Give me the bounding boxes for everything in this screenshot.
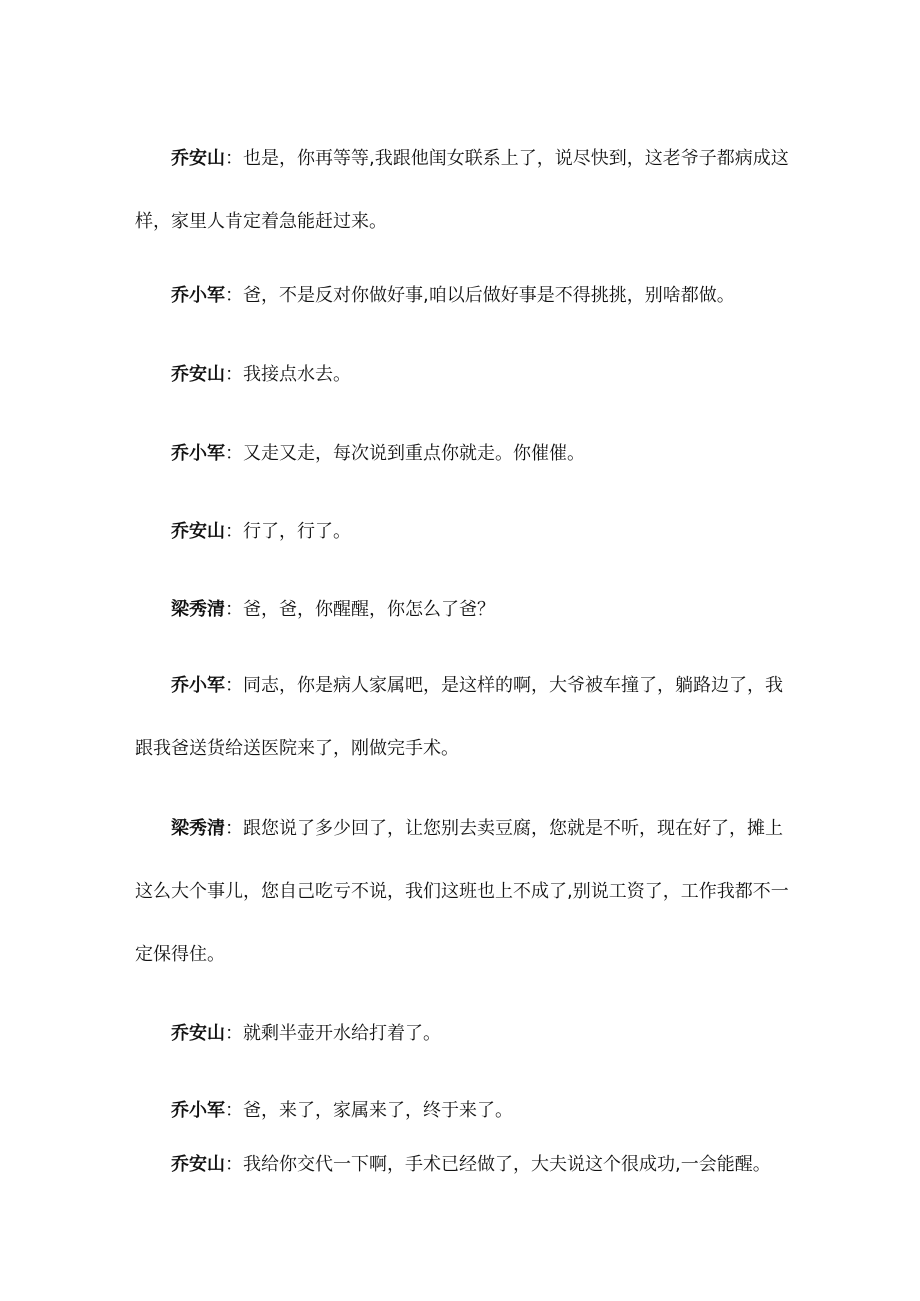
speaker-name: 乔安山 — [171, 521, 225, 542]
dialogue-line — [135, 1002, 795, 1065]
speaker-name: 梁秀清 — [171, 599, 225, 620]
speaker-name: 乔小军 — [171, 675, 225, 696]
dialogue-line — [135, 343, 795, 406]
speaker-name: 梁秀清 — [171, 818, 225, 839]
dialogue-line — [135, 264, 795, 327]
dialogue-text: ：同志，你是病人家属吧，是这样的啊，大爷被车撞了，躺路边了，我跟我爸送货给送医院来了，刚做完手术。 — [135, 675, 783, 759]
dialogue-text: ：爸，爸，你醒醒，你怎么了爸？ — [225, 599, 495, 620]
dialogue-line — [135, 127, 795, 253]
dialogue-text: ：行了，行了。 — [225, 521, 351, 542]
dialogue-text: ：我接点水去。 — [225, 364, 351, 385]
dialogue-text: ：我给你交代一下啊，手术已经做了，大夫说这个很成功,一会能醒。 — [225, 1154, 771, 1175]
dialogue-line — [135, 500, 795, 563]
dialogue-text: ：又走又走，每次说到重点你就走。你催催。 — [225, 443, 585, 464]
speaker-name: 乔安山 — [171, 1154, 225, 1175]
speaker-name: 乔安山 — [171, 364, 225, 385]
dialogue-text: ：跟您说了多少回了，让您别去卖豆腐，您就是不听，现在好了，摊上这么大个事儿，您自己吃亏不说，我们这班也上不成了,别说工资了，工作我都不一定保得住。 — [135, 818, 789, 965]
dialogue-text: ：爸，不是反对你做好事,咱以后做好事是不得挑挑，别啥都做。 — [225, 285, 735, 306]
dialogue-line — [135, 1133, 795, 1196]
dialogue-text: ：爸，来了，家属来了，终于来了。 — [225, 1100, 513, 1121]
speaker-name: 乔小军 — [171, 1100, 225, 1121]
dialogue-text: ：就剩半壶开水给打着了。 — [225, 1023, 441, 1044]
dialogue-line — [135, 578, 795, 641]
dialogue-line — [135, 654, 795, 780]
dialogue-line — [135, 797, 795, 986]
speaker-name: 乔安山 — [171, 148, 225, 169]
speaker-name: 乔小军 — [171, 443, 225, 464]
dialogue-line — [135, 422, 795, 485]
dialogue-text: ：也是，你再等等,我跟他闺女联系上了，说尽快到，这老爷子都病成这样，家里人肯定着急能赶过来。 — [135, 148, 789, 232]
speaker-name: 乔小军 — [171, 285, 225, 306]
speaker-name: 乔安山 — [171, 1023, 225, 1044]
